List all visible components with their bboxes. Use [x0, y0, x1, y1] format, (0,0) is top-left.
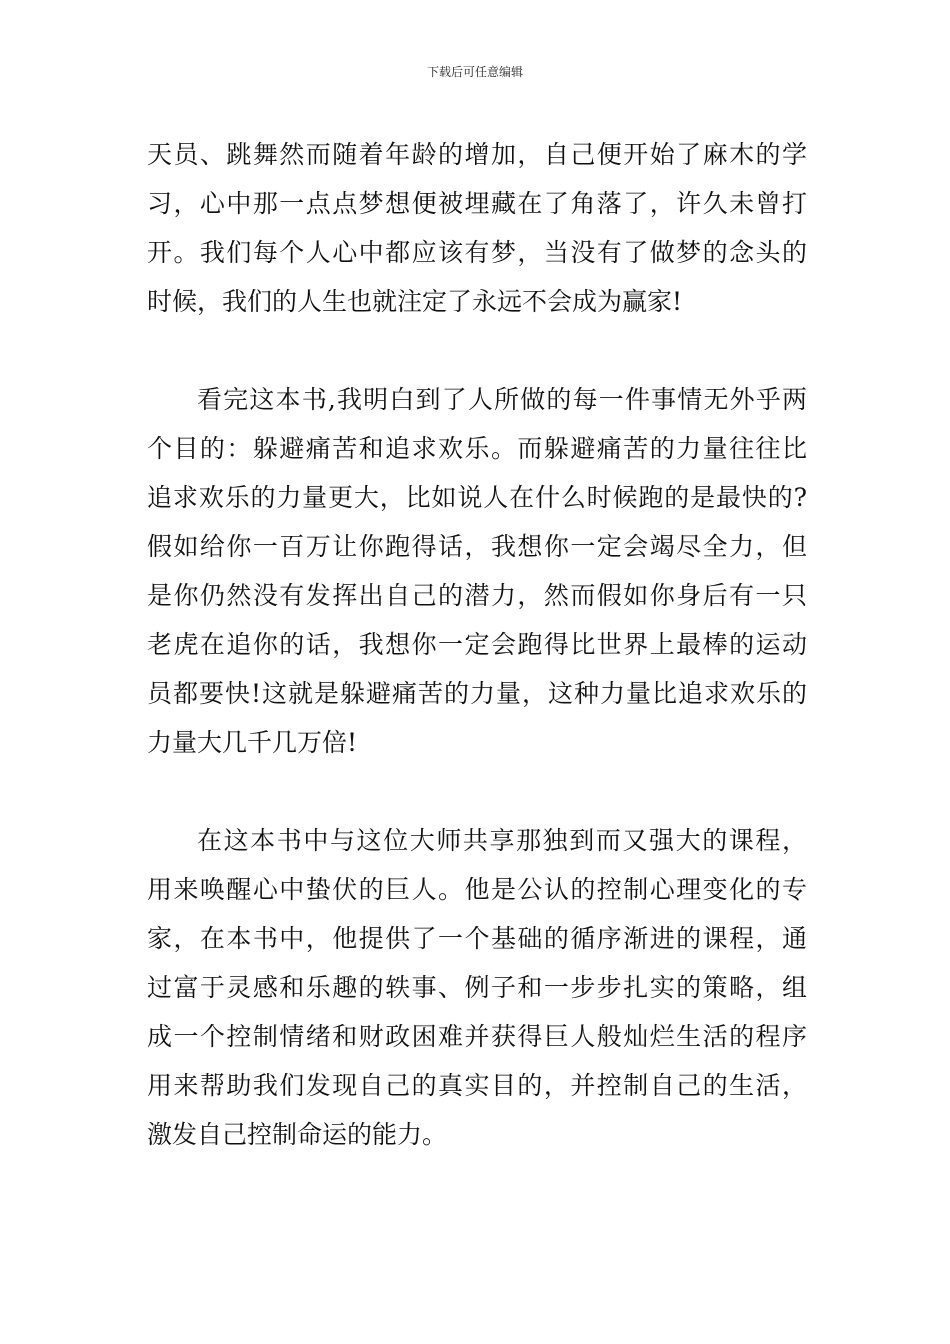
paragraph-2 — [147, 375, 807, 767]
text-line: 习，心中那一点点梦想便被埋藏在了角落了，许久未曾打 — [147, 189, 807, 218]
text-line: 开。我们每个人心中都应该有梦，当没有了做梦的念头的 — [147, 238, 807, 267]
text-line: 成一个控制情绪和财政困难并获得巨人般灿烂生活的程序 — [147, 1022, 807, 1051]
text-line: 用来帮助我们发现自己的真实目的，并控制自己的生活， — [147, 1071, 807, 1100]
text-line: 看完这本书,我明白到了人所做的每一件事情无外乎两 — [197, 385, 807, 414]
text-line: 天员、跳舞然而随着年龄的增加，自己便开始了麻木的学 — [147, 140, 807, 169]
text-line: 假如给你一百万让你跑得话，我想你一定会竭尽全力，但 — [147, 532, 807, 561]
text-line: 力量大几千几万倍! — [147, 728, 358, 757]
text-line: 是你仍然没有发挥出自己的潜力，然而假如你身后有一只 — [147, 581, 807, 610]
paragraph-3 — [147, 816, 807, 1159]
text-line: 员都要快!这就是躲避痛苦的力量，这种力量比追求欢乐的 — [147, 679, 807, 708]
text-line: 激发自己控制命运的能力。 — [147, 1120, 448, 1149]
text-line: 用来唤醒心中蛰伏的巨人。他是公认的控制心理变化的专 — [147, 875, 807, 904]
paragraph-spacer — [147, 767, 807, 816]
text-line: 追求欢乐的力量更大，比如说人在什么时候跑的是最快的? — [147, 483, 807, 512]
paragraph-1 — [147, 130, 807, 326]
text-line: 个目的：躲避痛苦和追求欢乐。而躲避痛苦的力量往往比 — [147, 434, 807, 463]
page-header: 下载后可任意编辑 — [426, 65, 523, 79]
paragraph-spacer — [147, 326, 807, 375]
text-line: 过富于灵感和乐趣的轶事、例子和一步步扎实的策略，组 — [147, 973, 807, 1002]
text-line: 在这本书中与这位大师共享那独到而又强大的课程， — [197, 826, 807, 855]
text-line: 家，在本书中，他提供了一个基础的循序渐进的课程，通 — [147, 924, 807, 953]
text-line: 老虎在追你的话，我想你一定会跑得比世界上最棒的运动 — [147, 630, 807, 659]
text-line: 时候，我们的人生也就注定了永远不会成为赢家! — [147, 287, 683, 316]
document-body — [147, 130, 807, 1159]
